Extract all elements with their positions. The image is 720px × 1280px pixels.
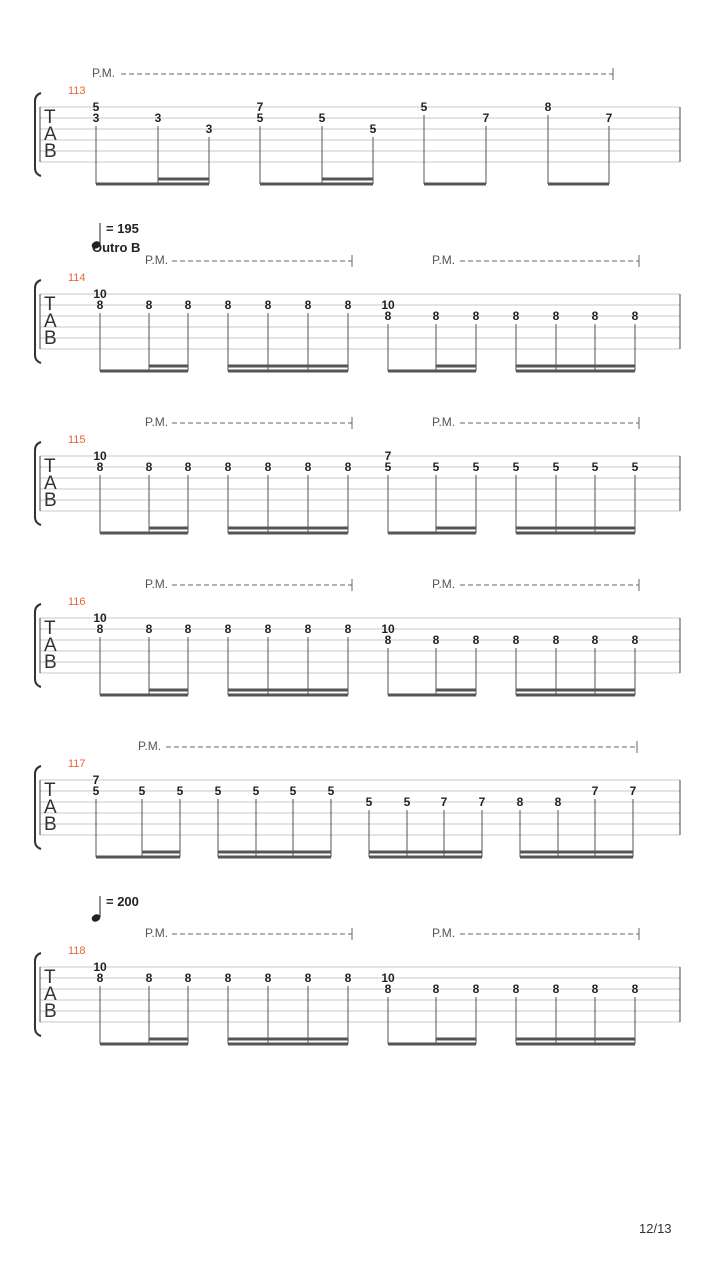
note-column (630, 784, 637, 798)
note-column (421, 100, 428, 114)
note-column (146, 622, 153, 636)
palm-mute-label: P.M. (145, 926, 169, 940)
note-column (592, 460, 599, 474)
measure-number: 117 (68, 758, 86, 770)
fret-number: 7 (629, 784, 637, 798)
palm-mute-label: P.M. (432, 415, 456, 429)
fret-number: 5 (365, 795, 373, 809)
fret-number: 5 (420, 100, 428, 114)
note-column (473, 309, 480, 323)
fret-number: 8 (224, 622, 232, 636)
fret-number: 10 (93, 960, 107, 974)
tab-system-113 (35, 66, 680, 184)
fret-number: 8 (432, 982, 440, 996)
note-column (555, 795, 562, 809)
note-column (185, 622, 192, 636)
fret-number: 5 (512, 460, 520, 474)
fret-number: 3 (92, 111, 100, 125)
note-column (265, 298, 272, 312)
fret-number: 5 (403, 795, 411, 809)
note-column (265, 622, 272, 636)
measure-number: 113 (68, 85, 86, 97)
fret-number: 8 (432, 309, 440, 323)
page-number: 12/13 (639, 1221, 672, 1236)
fret-number: 8 (304, 971, 312, 985)
tab-system-115 (35, 415, 680, 533)
note-column (473, 460, 480, 474)
note-column (146, 460, 153, 474)
fret-number: 5 (92, 784, 100, 798)
fret-number: 8 (384, 633, 392, 647)
palm-mute-label: P.M. (145, 415, 169, 429)
fret-number: 8 (264, 622, 272, 636)
tab-clef-letter: T (44, 780, 56, 801)
note-column (632, 460, 639, 474)
note-column (404, 795, 411, 809)
fret-number: 8 (304, 622, 312, 636)
fret-number: 5 (327, 784, 335, 798)
note-column (513, 633, 520, 647)
tempo-marking: = 195 (106, 221, 139, 236)
fret-number: 8 (184, 622, 192, 636)
measure-number: 115 (68, 434, 86, 446)
fret-number: 8 (96, 460, 104, 474)
fret-number: 8 (552, 982, 560, 996)
fret-number: 8 (264, 460, 272, 474)
fret-number: 8 (145, 460, 153, 474)
note-column (433, 982, 440, 996)
fret-number: 8 (631, 633, 639, 647)
note-column (441, 795, 448, 809)
note-column (345, 971, 352, 985)
note-column (479, 795, 486, 809)
palm-mute-label: P.M. (92, 66, 116, 80)
note-column (553, 633, 560, 647)
fret-number: 7 (482, 111, 490, 125)
note-column (155, 111, 162, 125)
note-column (381, 298, 395, 323)
tab-clef-letter: B (44, 328, 57, 349)
fret-number: 8 (591, 982, 599, 996)
fret-number: 10 (93, 449, 107, 463)
tab-system-117 (35, 739, 680, 857)
fret-number: 5 (176, 784, 184, 798)
note-column (632, 309, 639, 323)
fret-number: 5 (369, 122, 377, 136)
tab-clef-letter: A (44, 984, 57, 1005)
fret-number: 8 (516, 795, 524, 809)
fret-number: 5 (472, 460, 480, 474)
fret-number: 8 (264, 971, 272, 985)
note-column (433, 633, 440, 647)
tab-clef-letter: B (44, 141, 57, 162)
fret-number: 7 (440, 795, 448, 809)
fret-number: 8 (145, 298, 153, 312)
tab-clef-letter: A (44, 311, 57, 332)
fret-number: 10 (381, 298, 395, 312)
section-label: Outro B (92, 240, 141, 255)
fret-number: 8 (344, 460, 352, 474)
note-column (146, 298, 153, 312)
fret-number: 8 (344, 971, 352, 985)
tab-clef-letter: T (44, 967, 56, 988)
fret-number: 8 (304, 460, 312, 474)
note-column (185, 971, 192, 985)
fret-number: 7 (591, 784, 599, 798)
tab-system-114 (35, 221, 680, 371)
note-column (93, 773, 100, 798)
fret-number: 8 (96, 971, 104, 985)
fret-number: 7 (256, 100, 264, 114)
tab-clef-letter: T (44, 107, 56, 128)
fret-number: 8 (512, 633, 520, 647)
tab-system-116 (35, 577, 680, 695)
note-column (93, 960, 107, 985)
tab-system-118 (35, 894, 680, 1044)
tab-clef-letter: A (44, 124, 57, 145)
note-column (225, 298, 232, 312)
note-column (592, 309, 599, 323)
fret-number: 8 (184, 971, 192, 985)
fret-number: 8 (512, 309, 520, 323)
fret-number: 5 (92, 100, 100, 114)
note-column (215, 784, 222, 798)
fret-number: 8 (264, 298, 272, 312)
fret-number: 5 (252, 784, 260, 798)
note-column (345, 298, 352, 312)
palm-mute-label: P.M. (145, 253, 169, 267)
note-column (265, 460, 272, 474)
fret-number: 3 (205, 122, 213, 136)
note-column (483, 111, 490, 125)
note-column (345, 460, 352, 474)
measure-number: 114 (68, 272, 86, 284)
fret-number: 3 (154, 111, 162, 125)
note-column (553, 982, 560, 996)
fret-number: 8 (224, 971, 232, 985)
palm-mute-label: P.M. (138, 739, 162, 753)
fret-number: 7 (92, 773, 100, 787)
fret-number: 5 (138, 784, 146, 798)
note-column (290, 784, 297, 798)
note-column (473, 633, 480, 647)
note-column (328, 784, 335, 798)
tab-clef-letter: B (44, 490, 57, 511)
note-column (225, 971, 232, 985)
note-column (370, 122, 377, 136)
note-column (185, 460, 192, 474)
fret-number: 8 (145, 971, 153, 985)
fret-number: 10 (381, 971, 395, 985)
note-column (632, 982, 639, 996)
note-column (177, 784, 184, 798)
fret-number: 10 (381, 622, 395, 636)
fret-number: 8 (304, 298, 312, 312)
fret-number: 8 (544, 100, 552, 114)
fret-number: 8 (184, 298, 192, 312)
fret-number: 8 (96, 298, 104, 312)
note-column (139, 784, 146, 798)
fret-number: 8 (472, 633, 480, 647)
fret-number: 8 (512, 982, 520, 996)
note-column (93, 100, 100, 125)
palm-mute-label: P.M. (432, 253, 456, 267)
note-column (553, 309, 560, 323)
tab-clef-letter: A (44, 473, 57, 494)
fret-number: 8 (552, 309, 560, 323)
note-column (553, 460, 560, 474)
fret-number: 8 (472, 309, 480, 323)
note-column (513, 309, 520, 323)
note-column (93, 611, 107, 636)
fret-number: 8 (472, 982, 480, 996)
note-column (185, 298, 192, 312)
note-column (345, 622, 352, 636)
tab-clef-letter: T (44, 618, 56, 639)
note-column (513, 982, 520, 996)
note-column (366, 795, 373, 809)
palm-mute-label: P.M. (432, 926, 456, 940)
note-column (433, 460, 440, 474)
tab-clef-letter: B (44, 652, 57, 673)
tab-clef-letter: B (44, 814, 57, 835)
note-column (592, 633, 599, 647)
fret-number: 7 (478, 795, 486, 809)
fret-number: 5 (318, 111, 326, 125)
note-column (632, 633, 639, 647)
note-column (606, 111, 613, 125)
palm-mute-label: P.M. (145, 577, 169, 591)
note-column (305, 622, 312, 636)
quarter-note-icon (90, 896, 101, 923)
fret-number: 5 (289, 784, 297, 798)
note-column (473, 982, 480, 996)
tab-clef-letter: T (44, 294, 56, 315)
note-column (93, 287, 107, 312)
note-column (592, 784, 599, 798)
note-column (257, 100, 264, 125)
note-column (517, 795, 524, 809)
note-column (319, 111, 326, 125)
fret-number: 5 (591, 460, 599, 474)
palm-mute-label: P.M. (432, 577, 456, 591)
tab-clef-letter: A (44, 797, 57, 818)
fret-number: 7 (605, 111, 613, 125)
fret-number: 5 (631, 460, 639, 474)
fret-number: 5 (432, 460, 440, 474)
note-column (225, 460, 232, 474)
note-column (206, 122, 213, 136)
fret-number: 8 (224, 460, 232, 474)
fret-number: 7 (384, 449, 392, 463)
note-column (513, 460, 520, 474)
fret-number: 10 (93, 287, 107, 301)
fret-number: 10 (93, 611, 107, 625)
note-column (146, 971, 153, 985)
fret-number: 8 (96, 622, 104, 636)
note-column (592, 982, 599, 996)
fret-number: 5 (256, 111, 264, 125)
measure-number: 118 (68, 945, 86, 957)
fret-number: 8 (344, 622, 352, 636)
tempo-marking: = 200 (106, 894, 139, 909)
tab-clef-letter: T (44, 456, 56, 477)
note-column (305, 460, 312, 474)
fret-number: 8 (384, 309, 392, 323)
fret-number: 8 (554, 795, 562, 809)
note-column (385, 449, 392, 474)
note-column (265, 971, 272, 985)
fret-number: 5 (384, 460, 392, 474)
fret-number: 8 (344, 298, 352, 312)
fret-number: 5 (552, 460, 560, 474)
fret-number: 8 (184, 460, 192, 474)
fret-number: 8 (591, 309, 599, 323)
note-column (381, 622, 395, 647)
fret-number: 8 (631, 309, 639, 323)
measure-number: 116 (68, 596, 86, 608)
note-column (225, 622, 232, 636)
fret-number: 5 (214, 784, 222, 798)
tab-clef-letter: A (44, 635, 57, 656)
fret-number: 8 (552, 633, 560, 647)
note-column (253, 784, 260, 798)
note-column (93, 449, 107, 474)
fret-number: 8 (432, 633, 440, 647)
note-column (381, 971, 395, 996)
note-column (305, 971, 312, 985)
note-column (305, 298, 312, 312)
fret-number: 8 (224, 298, 232, 312)
tab-clef-letter: B (44, 1001, 57, 1022)
note-column (545, 100, 552, 114)
fret-number: 8 (631, 982, 639, 996)
fret-number: 8 (591, 633, 599, 647)
fret-number: 8 (384, 982, 392, 996)
note-column (433, 309, 440, 323)
fret-number: 8 (145, 622, 153, 636)
